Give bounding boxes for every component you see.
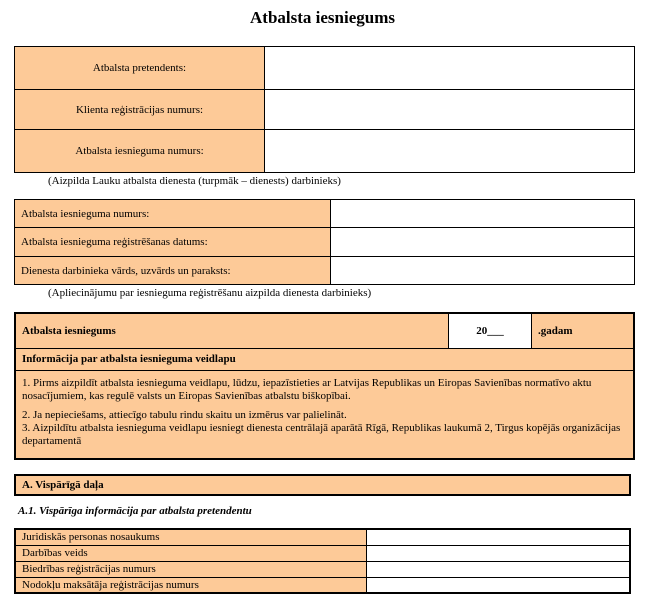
info-header: Informācija par atbalsta iesnieguma veidlapu <box>15 348 634 370</box>
input-tax-reg[interactable] <box>367 577 631 593</box>
input-client-reg[interactable] <box>265 90 635 130</box>
registration-table <box>14 199 635 285</box>
note-service: (Aizpilda Lauku atbalsta dienesta (turpmāk – dienests) darbinieks) <box>48 175 341 187</box>
label-client-reg: Klienta reģistrācijas numurs: <box>15 90 265 130</box>
page-title: Atbalsta iesniegums <box>250 8 395 27</box>
label-reg-date: Atbalsta iesnieguma reģistrēšanas datums: <box>15 228 331 257</box>
label-activity: Darbības veids <box>15 545 367 561</box>
label-association-reg: Biedrības reģistrācijas numurs <box>15 561 367 577</box>
section-a1-title: A.1. Vispārīga informācija par atbalsta pretendentu <box>18 505 252 517</box>
note-certification: (Apliecinājumu par iesnieguma reģistrēšanu aizpilda dienesta darbinieks) <box>48 287 372 299</box>
label-application-number: Atbalsta iesnieguma numurs: <box>15 130 265 173</box>
input-activity[interactable] <box>367 545 631 561</box>
section-a-header <box>14 474 631 496</box>
input-applicant[interactable] <box>265 47 635 90</box>
input-reg-date[interactable] <box>331 228 635 257</box>
label-tax-reg: Nodokļu maksātāja reģistrācijas numurs <box>15 577 367 593</box>
applicant-table <box>14 46 635 173</box>
year-input[interactable]: 20___ <box>449 313 532 348</box>
input-association-reg[interactable] <box>367 561 631 577</box>
input-reg-number[interactable] <box>331 200 635 228</box>
year-suffix: .gadam <box>532 313 635 348</box>
label-officer: Dienesta darbinieka vārds, uzvārds un paraksts: <box>15 257 331 285</box>
info-item: 1. Pirms aizpildīt atbalsta iesnieguma veidlapu, lūdzu, iepazīstieties ar Latvijas Republikas un Eiropas Savienības normatīvo aktu nosacījumiem, kas regulē valsts un Eiropas Savienības atbalstu biškopībai. <box>22 376 592 402</box>
input-legal-name[interactable] <box>367 529 631 545</box>
applicant-info-table <box>14 528 631 594</box>
application-header: Atbalsta iesniegums <box>15 313 449 348</box>
input-officer[interactable] <box>331 257 635 285</box>
input-application-number[interactable] <box>265 130 635 173</box>
label-reg-number: Atbalsta iesnieguma numurs: <box>15 200 331 228</box>
section-a-title: A. Vispārīgā daļa <box>15 475 630 495</box>
label-legal-name: Juridiskās personas nosaukums <box>15 529 367 545</box>
info-body <box>15 370 634 459</box>
application-info-table <box>14 312 635 460</box>
info-item: 3. Aizpildītu atbalsta iesnieguma veidlapu iesniegt dienesta centrālajā aparātā Rīgā, Republikas laukumā 2, Tirgus kopējās organizācijas departamentā <box>22 421 621 447</box>
label-applicant: Atbalsta pretendents: <box>15 47 265 90</box>
info-item: 2. Ja nepieciešams, attiecīgo tabulu rindu skaitu un izmērus var palielināt. <box>22 408 347 421</box>
